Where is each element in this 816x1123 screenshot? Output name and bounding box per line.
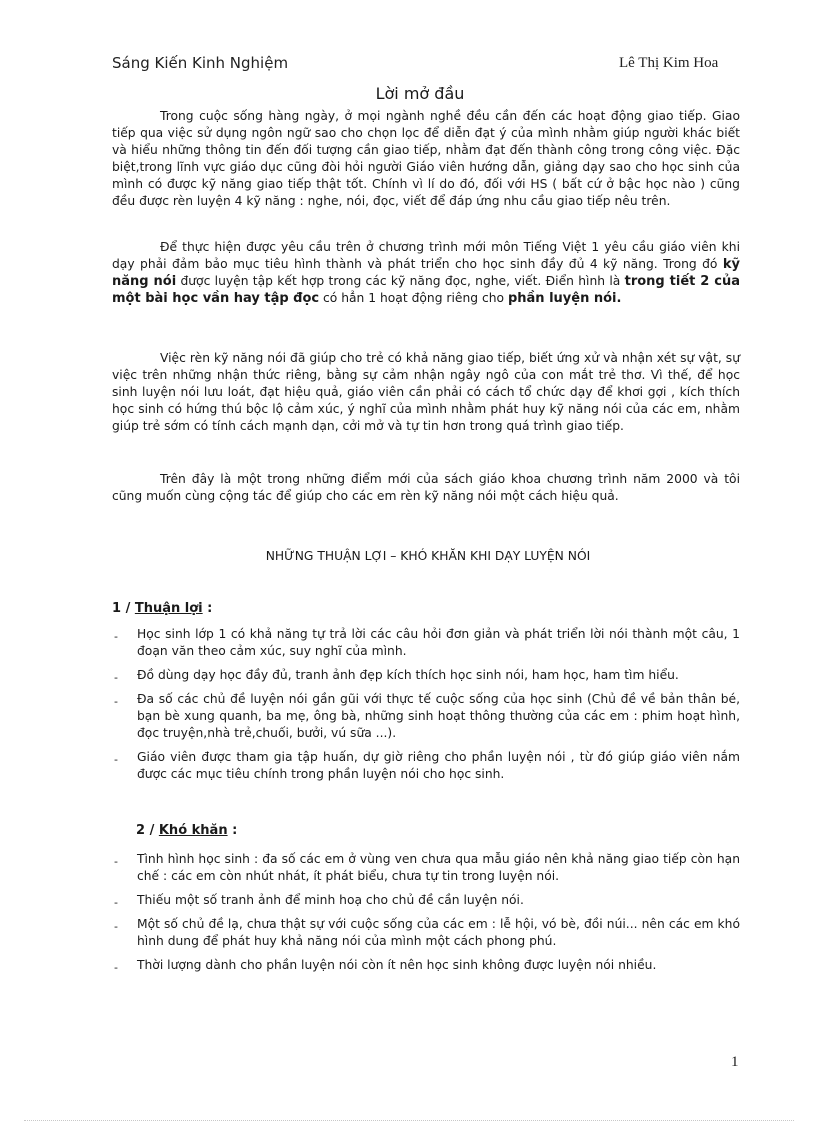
- page-number: 1: [731, 1054, 739, 1070]
- difficulties-colon: :: [227, 823, 238, 838]
- list-item: [112, 851, 740, 885]
- header-left: Sáng Kiến Kinh Nghiệm: [112, 54, 289, 72]
- list-item-text: Học sinh lớp 1 có khả năng tự trả lời các câu hỏi đơn giản và phát triển lời nói thành một câu, 1 đoạn văn theo cảm xúc, suy nghĩ của mình.: [137, 627, 740, 658]
- list-item: [112, 957, 740, 974]
- list-item-text: Đồ dùng dạy học đầy đủ, tranh ảnh đẹp kích thích học sinh nói, ham học, ham tìm hiểu.: [137, 668, 679, 682]
- advantages-colon: :: [202, 601, 213, 616]
- advantages-list: [112, 626, 740, 790]
- difficulties-heading-text: Khó khăn: [158, 823, 228, 838]
- bullet-dash: -: [114, 896, 118, 909]
- list-item: [112, 749, 740, 783]
- list-item-text: Giáo viên được tham gia tập huấn, dự giờ riêng cho phần luyện nói , từ đó giúp giáo viên nắm được các mục tiêu chính trong phần luyện nói cho học sinh.: [137, 750, 740, 781]
- bullet-dash: -: [114, 920, 118, 933]
- intro-paragraph-2: [112, 239, 740, 307]
- footer-divider: [24, 1120, 794, 1121]
- list-item: [112, 667, 740, 684]
- list-item-text: Đa số các chủ đề luyện nói gần gũi với thực tế cuộc sống của học sinh (Chủ đề về bản thân bé, bạn bè xung quanh, ba mẹ, ông bà, những sinh hoạt thông thường của các em : phim hoạt hình, đọc truyện,nhà trẻ,chuối, bưởi, vú sữa ...).: [137, 692, 740, 740]
- list-item-text: Thời lượng dành cho phần luyện nói còn ít nên học sinh không được luyện nói nhiều.: [137, 958, 657, 972]
- header-right: Lê Thị Kim Hoa: [619, 55, 719, 71]
- difficulties-heading: [136, 823, 237, 838]
- bullet-dash: -: [114, 671, 118, 684]
- intro-p2-text-d: có hẳn 1 hoạt động riêng cho: [319, 291, 508, 305]
- bullet-dash: -: [114, 695, 118, 708]
- list-item: [112, 892, 740, 909]
- bullet-dash: -: [114, 855, 118, 868]
- intro-p2-bold-2: trong tiết 2 của một bài học vần hay tập đọc: [112, 274, 740, 306]
- list-item: [112, 916, 740, 950]
- list-item-text: Thiếu một số tranh ảnh để minh hoạ cho chủ đề cần luyện nói.: [137, 893, 524, 907]
- section-title: NHỮNG THUẬN LỢI – KHÓ KHĂN KHI DẠY LUYỆN NÓI: [265, 549, 591, 563]
- bullet-dash: -: [114, 753, 118, 766]
- list-item: [112, 691, 740, 742]
- difficulties-number: 2 /: [136, 823, 159, 838]
- list-item-text: Một số chủ đề lạ, chưa thật sự với cuộc sống của các em : lễ hội, vó bè, đồi núi... nên các em khó hình dung để phát huy khả năng nói của mình một cách phong phú.: [137, 917, 740, 948]
- intro-p2-bold-1: kỹ năng nói: [112, 257, 740, 289]
- advantages-heading: [112, 601, 212, 616]
- intro-p2-bold-3: phần luyện nói.: [507, 291, 622, 306]
- list-item: [112, 626, 740, 660]
- intro-paragraph-4: Trên đây là một trong những điểm mới của sách giáo khoa chương trình năm 2000 và tôi cũng muốn cùng cộng tác để giúp cho các em rèn kỹ năng nói một cách hiệu quả.: [112, 472, 740, 503]
- bullet-dash: -: [114, 630, 118, 643]
- intro-p2-text-a: Để thực hiện được yêu cầu trên ở chương trình mới môn Tiếng Việt 1 yêu cầu giáo viên khi dạy phải đảm bảo mục tiêu hình thành và phát triển cho học sinh đầy đủ 4 kỹ năng. Trong đó: [112, 240, 740, 271]
- intro-paragraph-3: Việc rèn kỹ năng nói đã giúp cho trẻ có khả năng giao tiếp, biết ứng xử và nhận xét sự vật, sự việc trên những nhận thức riêng, bằng sự cảm nhận ngây ngô của con mắt trẻ thơ. Vì thế, để học sinh luyện nói lưu loát, đạt hiệu quả, giáo viên cần phải có cách tổ chức dạy để khơi gợi , kích thích học sinh có hứng thú bộc lộ cảm xúc, ý nghĩ của mình nhằm phát huy kỹ năng nói của các em, nhằm giúp trẻ sớm có tính cách mạnh dạn, cởi mở và tự tin hơn trong quá trình giao tiếp.: [112, 351, 740, 433]
- advantages-number: 1 /: [112, 601, 135, 616]
- advantages-heading-text: Thuận lợi: [134, 601, 203, 616]
- list-item-text: Tình hình học sinh : đa số các em ở vùng ven chưa qua mẫu giáo nên khả năng giao tiếp còn hạn chế : các em còn nhút nhát, ít phát biểu, chưa tự tin trong luyện nói.: [137, 852, 740, 883]
- bullet-dash: -: [114, 961, 118, 974]
- intro-p2-text-c: được luyện tập kết hợp trong các kỹ năng đọc, nghe, viết. Điển hình là: [176, 274, 625, 288]
- page-title: Lời mở đầu: [375, 84, 465, 103]
- difficulties-list: [112, 851, 740, 981]
- intro-paragraph-1: Trong cuộc sống hàng ngày, ở mọi ngành nghề đều cần đến các hoạt động giao tiếp. Giao tiếp qua việc sử dụng ngôn ngữ sao cho chọn lọc để diễn đạt ý của mình nhằm giúp người khác biết và hiểu những thông tin đến đối tượng cần giao tiếp, nhằm đạt đến thành công trong công việc. Đặc biệt,trong lĩnh vực giáo dục cũng đòi hỏi người Giáo viên hướng dẫn, giảng dạy sao cho học sinh của mình có được kỹ năng giao tiếp thật tốt. Chính vì lí do đó, đối với HS ( bất cứ ở bậc học nào ) cũng đều được rèn luyện 4 kỹ năng : nghe, nói, đọc, viết để đáp ứng nhu cầu giao tiếp nêu trên.: [112, 109, 740, 208]
